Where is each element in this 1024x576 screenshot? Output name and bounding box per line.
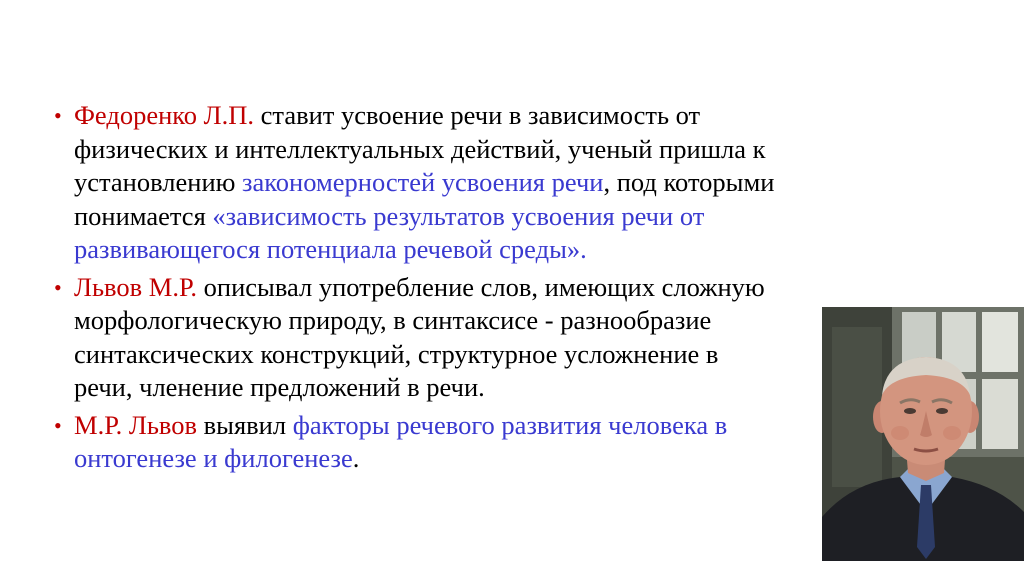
slide-content	[52, 99, 782, 480]
bullet-text: выявил	[197, 409, 293, 440]
bullet-item-lvov-1	[52, 271, 782, 405]
author-name-lvov: М.Р. Львов	[74, 409, 198, 440]
bullet-text: ставит усвоение речи в зависимость от физических и интеллектуальных действий, ученый пришла к установлению	[74, 100, 766, 197]
bullet-dot-icon: •	[54, 412, 62, 438]
highlight-term: закономерностей усвоения речи	[242, 167, 604, 197]
bullet-dot-icon: •	[54, 103, 62, 128]
bullet-text: .	[352, 443, 360, 473]
bullet-item-lvov-2	[52, 409, 782, 476]
bullet-text: , под которыми понимается	[74, 167, 775, 231]
highlight-term: факторы речевого развития человека в онтогенезе и филогенезе	[74, 409, 728, 473]
portrait-photo	[822, 307, 1024, 561]
bullet-dot-icon: •	[54, 274, 62, 300]
author-name-lvov: Львов М.Р.	[74, 271, 198, 302]
author-name-fedorenko: Федоренко Л.П.	[74, 100, 261, 130]
portrait-illustration	[822, 307, 1024, 561]
bullet-item-fedorenko	[52, 99, 782, 267]
bullet-list	[52, 99, 782, 476]
highlight-quote: «зависимость результатов усвоения речи от развивающегося потенциала речевой среды».	[74, 200, 705, 264]
bullet-text: описывал употребление слов, имеющих сложную морфологическую природу, в синтаксисе - разнообразие синтаксических конструкций, структурное усложнение в речи, членение предложений в речи.	[74, 271, 765, 402]
